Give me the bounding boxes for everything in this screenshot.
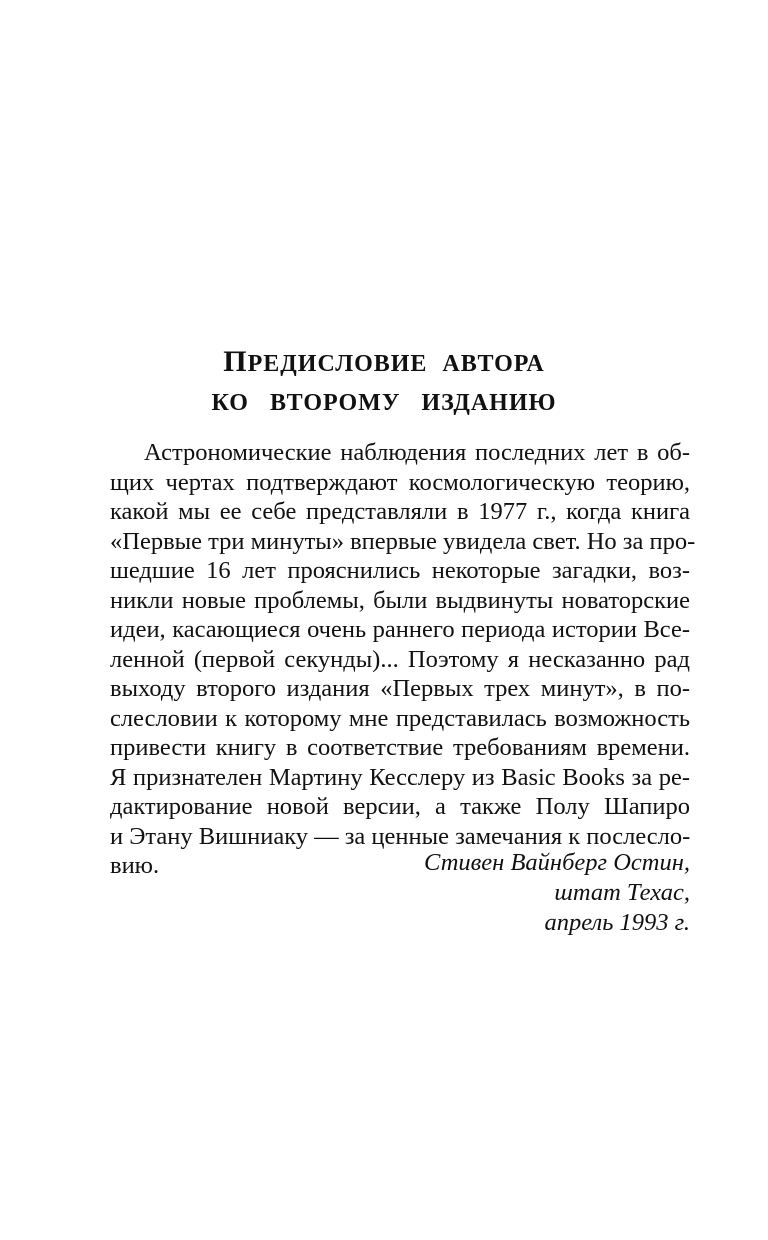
- body-line: щих чертах подтверждают космологическую теорию,: [110, 468, 690, 496]
- body-line: никли новые проблемы, были выдвинуты новаторские: [110, 586, 690, 614]
- body-line: идеи, касающиеся очень раннего периода истории Все-: [110, 616, 690, 643]
- author-signature: [424, 848, 690, 938]
- body-line: слесловии к которому мне представилась возможность: [110, 704, 690, 732]
- heading-initial: П: [223, 345, 248, 378]
- body-line: выходу второго издания «Первых трех минут», в по-: [110, 675, 690, 702]
- body-line: шедшие 16 лет прояснились некоторые загадки, воз-: [110, 557, 690, 584]
- body-line: ленной (первой секунды)... Поэтому я несказанно рад: [110, 645, 690, 673]
- heading-line-2: КО ВТОРОМУ ИЗДАНИЮ: [211, 390, 557, 416]
- heading-line-1-rest: РЕДИСЛОВИЕ АВТОРА: [247, 351, 545, 377]
- signature-state: штат Техас,: [554, 879, 690, 906]
- signature-date: апрель 1993 г.: [544, 909, 690, 936]
- body-line: вию.: [110, 852, 160, 879]
- body-text: [110, 438, 696, 881]
- signature-name-place: Стивен Вайнберг Остин,: [424, 849, 690, 876]
- body-line: «Первые три минуты» впервые увидела свет. Но за про-: [110, 527, 696, 555]
- body-line: дактирование новой версии, а также Полу Шапиро: [110, 793, 690, 820]
- heading-line-1: [0, 345, 768, 379]
- body-line: Астрономические наблюдения последних лет в об-: [144, 439, 690, 466]
- body-line: привести книгу в соответствие требованиям времени.: [110, 734, 690, 761]
- body-line: Я признателен Мартину Кесслеру из Basic Books за ре-: [110, 763, 690, 791]
- body-line: какой мы ее себе представляли в 1977 г., когда книга: [110, 498, 690, 525]
- body-line: и Этану Вишниаку — за ценные замечания к послесло-: [110, 822, 691, 850]
